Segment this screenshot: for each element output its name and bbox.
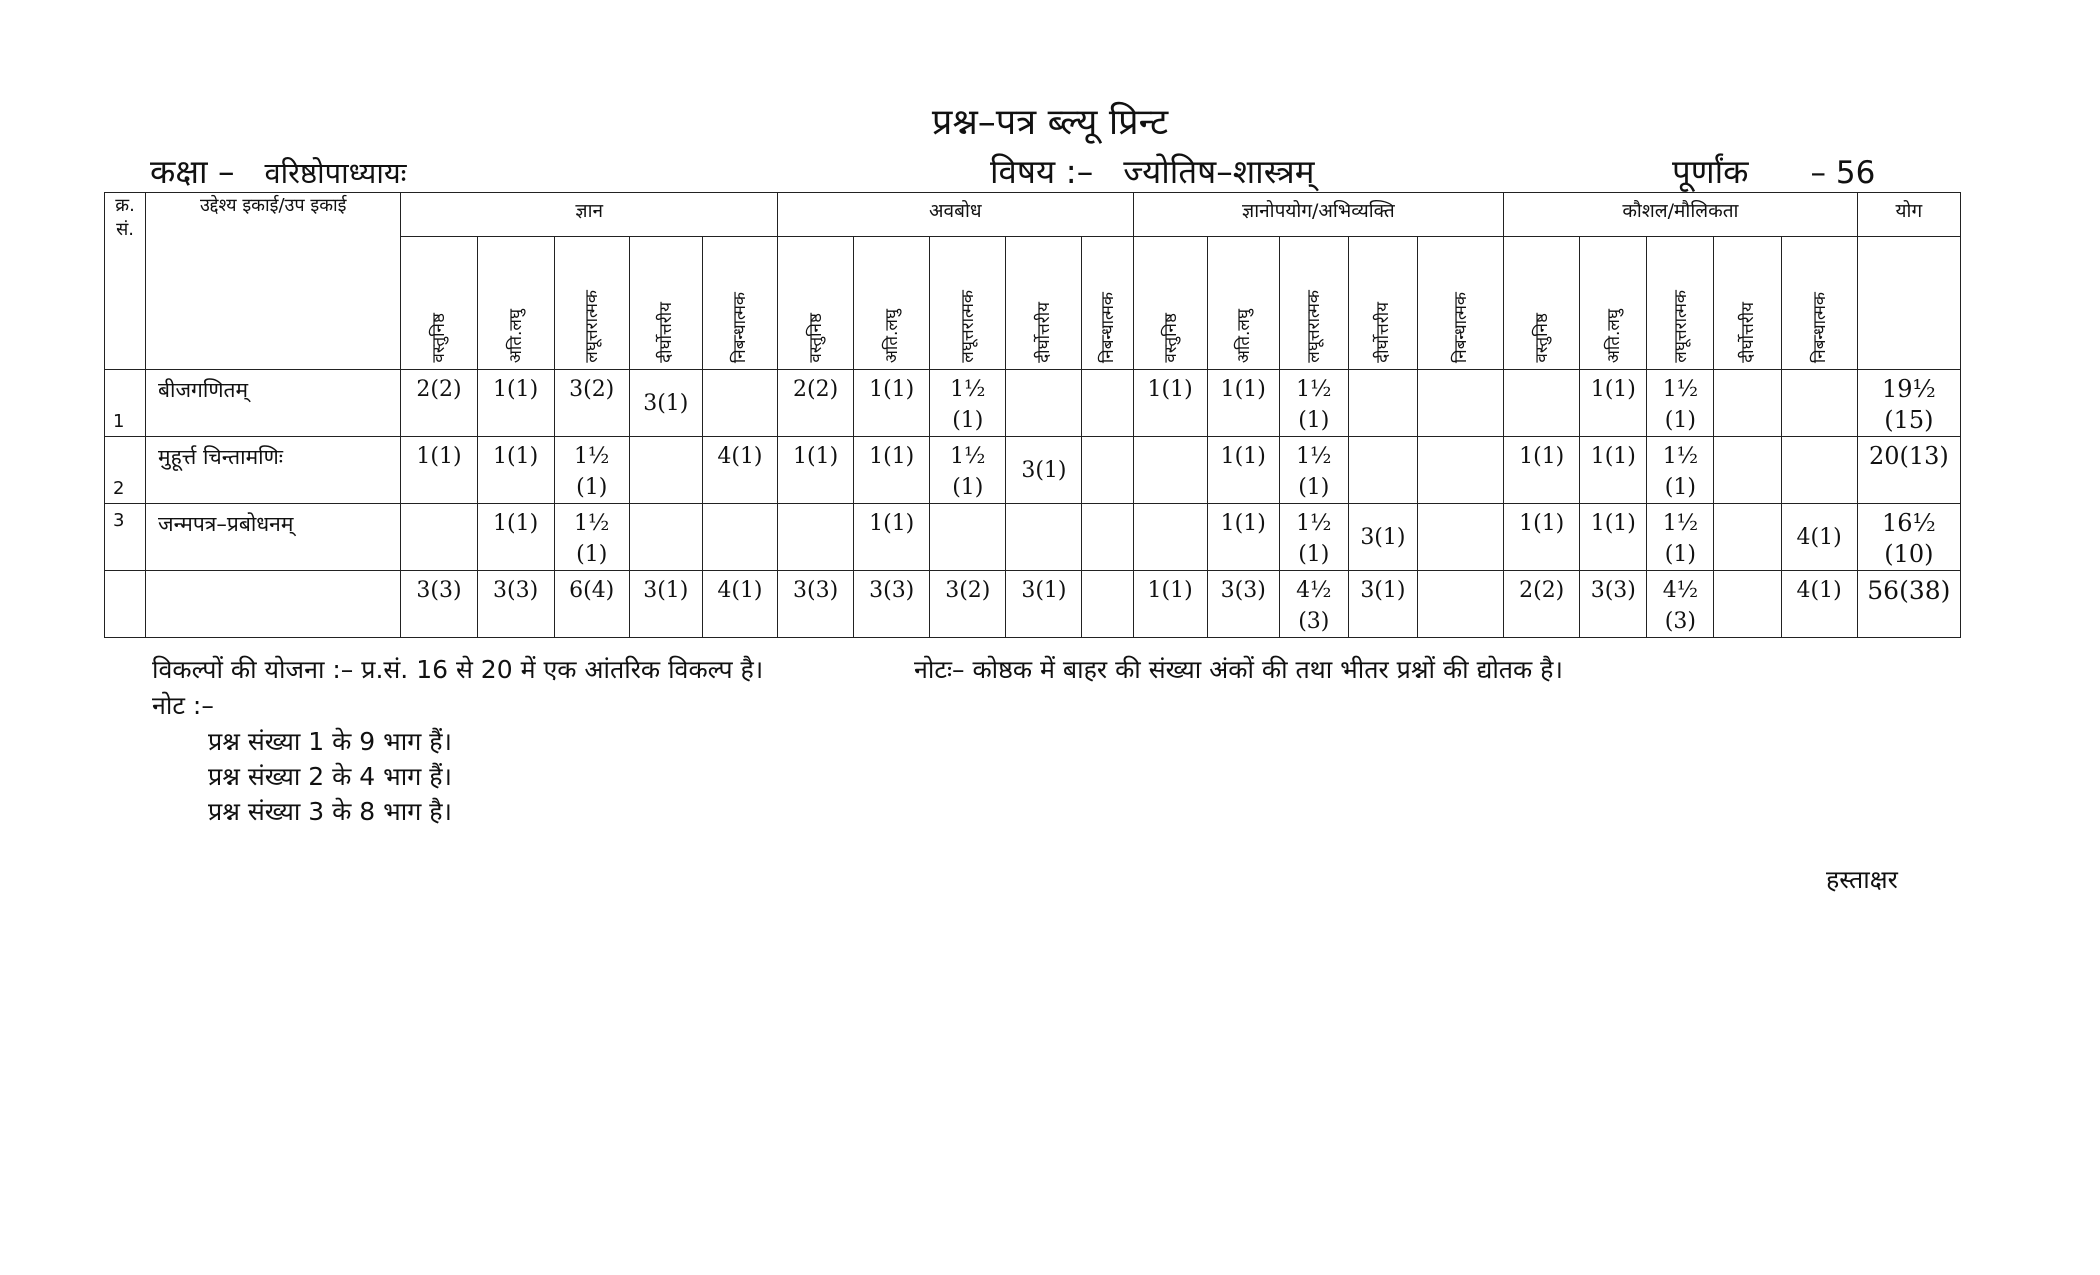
marks-value: – 56: [1810, 155, 1876, 191]
table-cell: 1(1): [1133, 370, 1207, 437]
table-cell: 1(1): [1207, 370, 1279, 437]
sub-header: [1207, 237, 1279, 370]
sub-header-label: अति.लघु: [1603, 308, 1624, 363]
sub-header: [1647, 237, 1714, 370]
table-row: [105, 504, 1961, 571]
sub-header: [1006, 237, 1082, 370]
sn-header: क्र. सं.: [105, 193, 146, 370]
total-cell: 3(3): [401, 571, 477, 638]
sub-header-label: निबन्धात्मक: [730, 291, 751, 363]
sub-header: [702, 237, 777, 370]
sub-header-label: वस्तुनिष्ठ: [429, 313, 450, 363]
sub-header-label: लघूत्तरात्मक: [1304, 290, 1325, 363]
table-cell: 1(1): [1580, 504, 1647, 571]
sub-header-label: लघूत्तरात्मक: [1670, 290, 1691, 363]
table-cell: 1(1): [1504, 437, 1580, 504]
sub-header: [1279, 237, 1348, 370]
unit-name: बीजगणितम्: [146, 370, 401, 437]
sub-header-label: निबन्धात्मक: [1809, 291, 1830, 363]
totals-row: [105, 571, 1961, 638]
total-cell: [1082, 571, 1133, 638]
sub-header-label: दीर्घोत्तरीय: [1034, 302, 1055, 363]
table-cell: 3(1): [1006, 437, 1082, 504]
table-cell: 4(1): [702, 437, 777, 504]
note-item: प्रश्न संख्या 1 के 9 भाग हैं।: [208, 727, 452, 756]
table-cell: 1(1): [854, 437, 930, 504]
total-cell: 3(1): [1006, 571, 1082, 638]
total-cell: 3(1): [1348, 571, 1417, 638]
table-cell: [1417, 437, 1503, 504]
table-cell: 1½ (1): [1279, 504, 1348, 571]
sub-header-label: दीर्घोत्तरीय: [1373, 302, 1394, 363]
class-value: वरिष्ठोपाध्यायः: [264, 156, 407, 190]
sub-header-label: दीर्घोत्तरीय: [656, 302, 677, 363]
sub-header-label: अति.लघु: [1233, 308, 1254, 363]
total-cell: 6(4): [554, 571, 629, 638]
total-cell: 3(1): [629, 571, 702, 638]
sub-header: [1417, 237, 1503, 370]
empty-cell: [146, 571, 401, 638]
table-cell: [1417, 504, 1503, 571]
group-header-kaushal: कौशल/मौलिकता: [1504, 193, 1858, 237]
serial-number: 2: [105, 437, 146, 504]
table-cell: 1½ (1): [1279, 370, 1348, 437]
sub-header-label: निबन्धात्मक: [1098, 291, 1119, 363]
table-cell: 1(1): [401, 437, 477, 504]
table-cell: [702, 504, 777, 571]
table-cell: [702, 370, 777, 437]
total-sub-blank: [1857, 237, 1960, 370]
sub-header: [1580, 237, 1647, 370]
sub-header: [401, 237, 477, 370]
table-cell: 1(1): [1504, 504, 1580, 571]
table-cell: [1006, 370, 1082, 437]
table-cell: 1½ (1): [930, 437, 1006, 504]
table-cell: 1½ (1): [1647, 437, 1714, 504]
total-cell: 4½ (3): [1647, 571, 1714, 638]
signature: हस्ताक्षर: [1826, 865, 1898, 894]
page-title: प्रश्न–पत्र ब्ल्यू प्रिन्ट: [931, 102, 1169, 143]
serial-number: 3: [105, 504, 146, 571]
table-cell: 3(1): [1348, 504, 1417, 571]
note-item: प्रश्न संख्या 2 के 4 भाग हैं।: [208, 762, 452, 791]
sub-header: [1504, 237, 1580, 370]
sub-header-label: अति.लघु: [882, 308, 903, 363]
total-cell: 3(3): [1580, 571, 1647, 638]
empty-cell: [105, 571, 146, 638]
row-total: 20(13): [1857, 437, 1960, 504]
total-cell: 1(1): [1133, 571, 1207, 638]
subject-label: विषय :–: [990, 152, 1094, 191]
group-header-gyan: ज्ञान: [401, 193, 778, 237]
table-cell: [629, 437, 702, 504]
total-cell: 3(3): [854, 571, 930, 638]
table-cell: [1348, 437, 1417, 504]
table-cell: [1082, 437, 1133, 504]
table-cell: 2(2): [401, 370, 477, 437]
table-cell: 1(1): [1207, 504, 1279, 571]
table-cell: 1½ (1): [554, 504, 629, 571]
table-cell: [1504, 370, 1580, 437]
sub-header-label: निबन्धात्मक: [1451, 291, 1472, 363]
total-cell: 3(3): [477, 571, 554, 638]
marks-info: [1672, 148, 1875, 193]
sub-header: [778, 237, 854, 370]
bracket-note: नोटः– कोष्ठक में बाहर की संख्या अंकों की तथा भीतर प्रश्नों की द्योतक है।: [914, 655, 1563, 684]
marks-label: पूर्णांक: [1672, 152, 1749, 191]
table-cell: [1006, 504, 1082, 571]
table-cell: 1(1): [477, 437, 554, 504]
subject-value: ज्योतिष–शास्त्रम्: [1123, 152, 1315, 191]
row-total: 19½ (15): [1857, 370, 1960, 437]
table-cell: [401, 504, 477, 571]
table-cell: 1½ (1): [930, 370, 1006, 437]
table-cell: 1(1): [778, 437, 854, 504]
table-cell: [1082, 370, 1133, 437]
table-cell: 1(1): [854, 504, 930, 571]
unit-name: मुहूर्त्त चिन्तामणिः: [146, 437, 401, 504]
table-cell: 1(1): [1207, 437, 1279, 504]
sub-header-label: लघूत्तरात्मक: [582, 290, 603, 363]
total-cell: 3(3): [778, 571, 854, 638]
sub-header-label: वस्तुनिष्ठ: [806, 313, 827, 363]
note-label: नोट :–: [152, 691, 214, 720]
sub-header: [854, 237, 930, 370]
options-note: विकल्पों की योजना :– प्र.सं. 16 से 20 में एक आंतरिक विकल्प है।: [152, 655, 764, 684]
table-cell: 1½ (1): [554, 437, 629, 504]
unit-header: उद्देश्य इकाई/उप इकाई: [146, 193, 401, 370]
table-cell: 1(1): [477, 504, 554, 571]
class-label: कक्षा –: [150, 152, 235, 191]
table-cell: [1133, 504, 1207, 571]
table-cell: 1(1): [1580, 437, 1647, 504]
note-item: प्रश्न संख्या 3 के 8 भाग है।: [208, 797, 452, 826]
total-cell: [1417, 571, 1503, 638]
sub-header: [1781, 237, 1857, 370]
blueprint-table: [104, 192, 1961, 638]
total-cell: [1714, 571, 1781, 638]
table-cell: 1(1): [1580, 370, 1647, 437]
total-cell: 4(1): [1781, 571, 1857, 638]
table-cell: 3(1): [629, 370, 702, 437]
row-total: 16½ (10): [1857, 504, 1960, 571]
total-cell: 2(2): [1504, 571, 1580, 638]
total-cell: 3(2): [930, 571, 1006, 638]
sub-header-label: लघूत्तरात्मक: [958, 290, 979, 363]
table-cell: [629, 504, 702, 571]
sub-header: [1133, 237, 1207, 370]
sub-header-label: दीर्घोत्तरीय: [1737, 302, 1758, 363]
table-cell: 1½ (1): [1647, 370, 1714, 437]
table-cell: 3(2): [554, 370, 629, 437]
subject-info: [990, 148, 1315, 193]
sub-header-label: अति.लघु: [506, 308, 527, 363]
table-cell: 2(2): [778, 370, 854, 437]
grand-total: 56(38): [1857, 571, 1960, 638]
table-row: [105, 370, 1961, 437]
table-cell: [1348, 370, 1417, 437]
table-cell: [1781, 370, 1857, 437]
table-cell: 1½ (1): [1279, 437, 1348, 504]
table-cell: [1714, 370, 1781, 437]
table-row: [105, 437, 1961, 504]
table-cell: 1(1): [477, 370, 554, 437]
sub-header-label: वस्तुनिष्ठ: [1160, 313, 1181, 363]
sub-header: [1082, 237, 1133, 370]
sub-header-label: वस्तुनिष्ठ: [1532, 313, 1553, 363]
sub-header: [629, 237, 702, 370]
table-cell: [1133, 437, 1207, 504]
total-cell: 4(1): [702, 571, 777, 638]
table-cell: [1714, 437, 1781, 504]
sub-header: [477, 237, 554, 370]
table-cell: [930, 504, 1006, 571]
sub-header: [1348, 237, 1417, 370]
total-cell: 3(3): [1207, 571, 1279, 638]
table-cell: 1(1): [854, 370, 930, 437]
table-cell: [1714, 504, 1781, 571]
table-cell: 4(1): [1781, 504, 1857, 571]
table-cell: [1417, 370, 1503, 437]
table-cell: [1781, 437, 1857, 504]
total-header: योग: [1857, 193, 1960, 237]
table-cell: 1½ (1): [1647, 504, 1714, 571]
sub-header: [554, 237, 629, 370]
total-cell: 4½ (3): [1279, 571, 1348, 638]
group-header-gyanopyog: ज्ञानोपयोग/अभिव्यक्ति: [1133, 193, 1504, 237]
sub-header: [1714, 237, 1781, 370]
serial-number: 1: [105, 370, 146, 437]
group-header-avabodh: अवबोध: [778, 193, 1134, 237]
sub-header: [930, 237, 1006, 370]
table-cell: [778, 504, 854, 571]
unit-name: जन्मपत्र–प्रबोधनम्: [146, 504, 401, 571]
table-cell: [1082, 504, 1133, 571]
class-info: [150, 148, 407, 193]
